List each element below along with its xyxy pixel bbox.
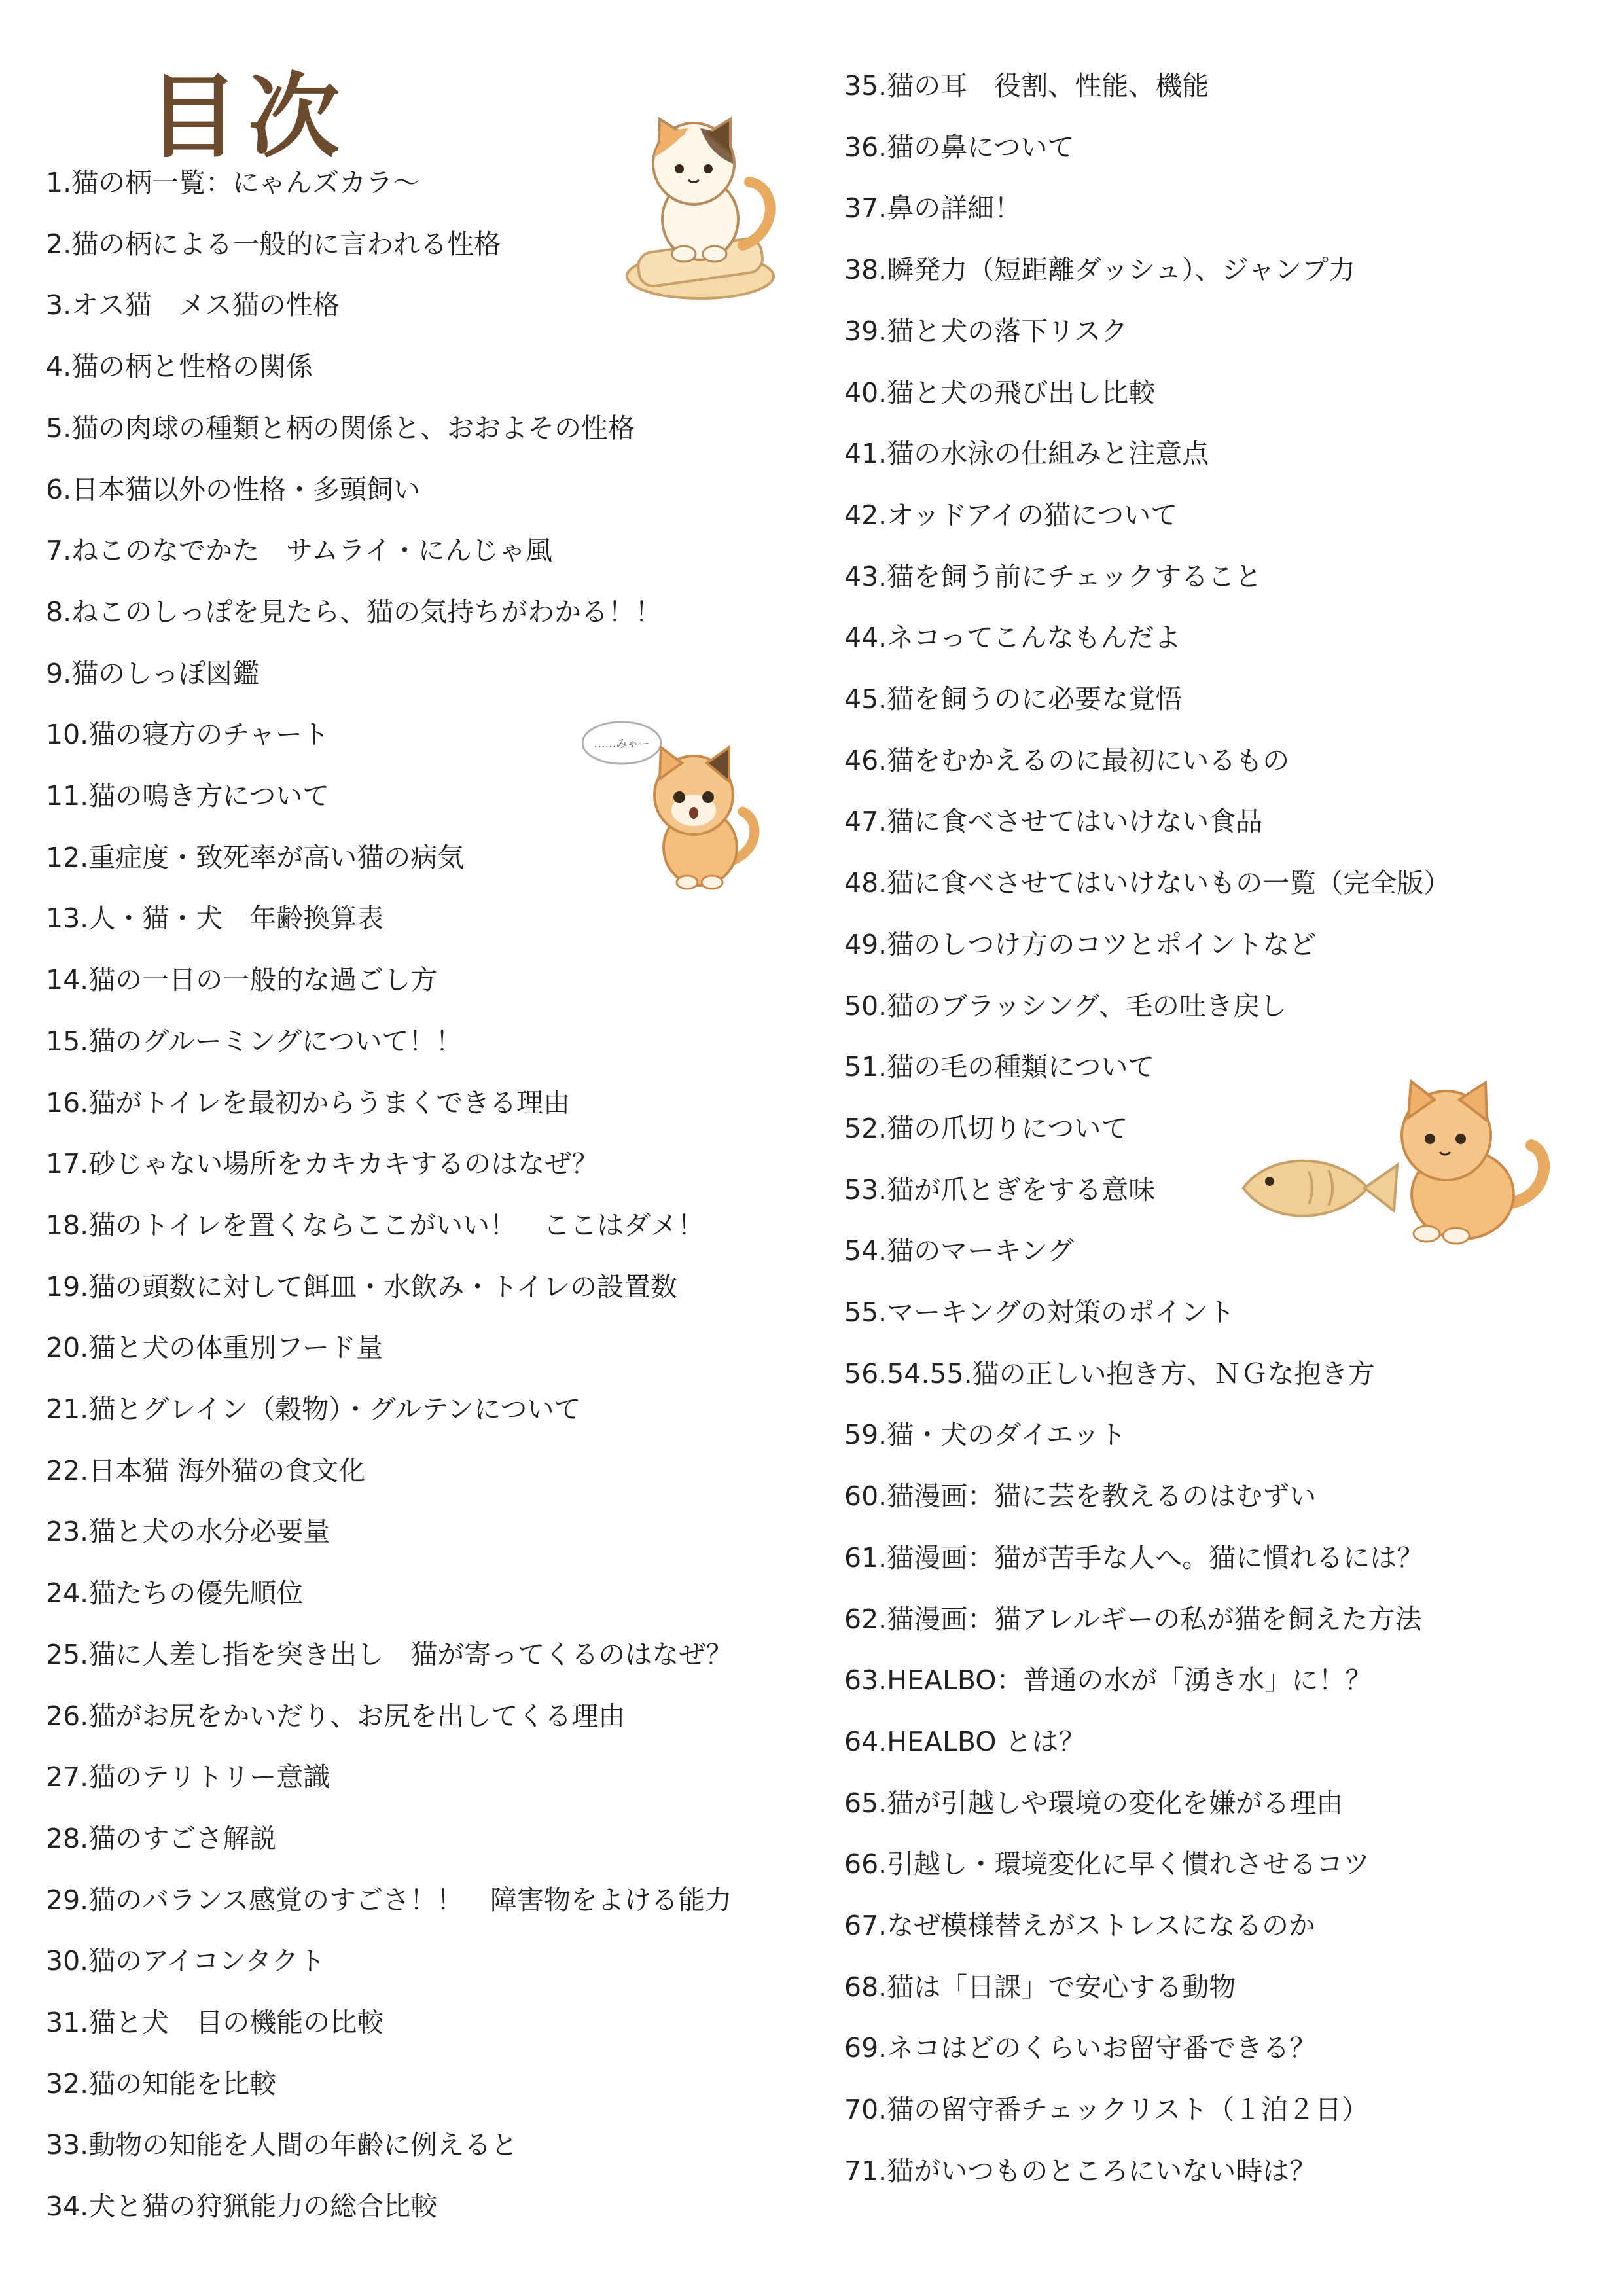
toc-item: 3.オス猫 メス猫の性格 — [46, 289, 340, 321]
toc-item: 70.猫の留守番チェックリスト（１泊２日） — [844, 2094, 1369, 2126]
page-title: 目次 — [147, 64, 349, 171]
toc-item: 23.猫と犬の水分必要量 — [46, 1516, 330, 1548]
toc-item: 33.動物の知能を人間の年齢に例えると — [46, 2129, 518, 2161]
toc-item: 41.猫の水泳の仕組みと注意点 — [844, 438, 1209, 470]
toc-item: 15.猫のグルーミングについて！！ — [46, 1025, 463, 1057]
meowing-kitten-illustration — [582, 707, 772, 897]
toc-item: 46.猫をむかえるのに最初にいるもの — [844, 744, 1290, 776]
toc-item: 1.猫の柄一覧：にゃんズカラ～ — [46, 167, 420, 198]
toc-item: 63.HEALBO：普通の水が「湧き水」に！？ — [844, 1664, 1372, 1696]
toc-item: 67.なぜ模様替えがストレスになるのか — [844, 1910, 1315, 1941]
toc-item: 71.猫がいつものところにいない時は？ — [844, 2155, 1317, 2187]
toc-item: 45.猫を飼うのに必要な覚悟 — [844, 683, 1183, 715]
toc-item: 18.猫のトイレを置くならここがいい！ ここはダメ！ — [46, 1209, 705, 1241]
toc-item: 36.猫の鼻について — [844, 131, 1075, 163]
toc-item: 55.マーキングの対策のポイント — [844, 1297, 1235, 1328]
toc-item: 40.猫と犬の飛び出し比較 — [844, 376, 1156, 408]
toc-item: 56.54.55.猫の正しい抱き方、ＮＧな抱き方 — [844, 1357, 1375, 1390]
toc-item: 38.瞬発力（短距離ダッシュ）、ジャンプ力 — [844, 254, 1356, 286]
toc-item: 48.猫に食べさせてはいけないもの一覧（完全版） — [844, 867, 1451, 899]
toc-item: 14.猫の一日の一般的な過ごし方 — [46, 964, 438, 996]
toc-item: 27.猫のテリトリー意識 — [46, 1761, 330, 1793]
toc-item: 37.鼻の詳細！ — [844, 192, 1022, 224]
toc-item: 19.猫の頭数に対して餌皿・水飲み・トイレの設置数 — [46, 1270, 678, 1302]
toc-item: 29.猫のバランス感覚のすごさ！！ 障害物をよける能力 — [46, 1884, 732, 1916]
toc-item: 39.猫と犬の落下リスク — [844, 315, 1128, 347]
toc-item: 6.日本猫以外の性格・多頭飼い — [46, 473, 421, 505]
toc-item: 65.猫が引越しや環境の変化を嫌がる理由 — [844, 1787, 1344, 1819]
toc-item: 47.猫に食べさせてはいけない食品 — [844, 806, 1263, 838]
toc-item: 44.ネコってこんなもんだよ — [844, 622, 1181, 654]
toc-item: 49.猫のしつけ方のコツとポイントなど — [844, 928, 1317, 960]
toc-item: 11.猫の鳴き方について — [46, 780, 330, 812]
toc-item: 53.猫が爪とぎをする意味 — [844, 1174, 1156, 1206]
toc-item: 31.猫と犬 目の機能の比較 — [46, 2007, 384, 2038]
toc-item: 32.猫の知能を比較 — [46, 2068, 277, 2100]
toc-item: 25.猫に人差し指を突き出し 猫が寄ってくるのはなぜ？ — [46, 1638, 733, 1670]
toc-item: 21.猫とグレイン（穀物）・グルテンについて — [46, 1393, 581, 1425]
toc-item: 26.猫がお尻をかいだり、お尻を出してくる理由 — [46, 1700, 626, 1732]
toc-item: 69.ネコはどのくらいお留守番できる？ — [844, 2032, 1317, 2064]
toc-item: 50.猫のブラッシング、毛の吐き戻し — [844, 990, 1287, 1022]
toc-item: 13.人・猫・犬 年齢換算表 — [46, 903, 384, 935]
toc-item: 28.猫のすごさ解説 — [46, 1822, 277, 1854]
toc-item: 12.重症度・致死率が高い猫の病気 — [46, 841, 465, 873]
toc-item: 54.猫のマーキング — [844, 1235, 1074, 1267]
toc-item: 22.日本猫 海外猫の食文化 — [46, 1454, 366, 1486]
toc-item: 66.引越し・環境変化に早く慣れさせるコツ — [844, 1848, 1370, 1880]
toc-item: 2.猫の柄による一般的に言われる性格 — [46, 228, 501, 260]
toc-item: 16.猫がトイレを最初からうまくできる理由 — [46, 1086, 571, 1119]
toc-item: 64.HEALBO とは？ — [844, 1725, 1086, 1757]
toc-item: 35.猫の耳 役割、性能、機能 — [844, 70, 1209, 101]
speech-bubble-text: ……みゃー — [594, 738, 650, 751]
toc-item: 5.猫の肉球の種類と柄の関係と、おおよその性格 — [46, 412, 635, 444]
toc-item: 8.ねこのしっぽを見たら、猫の気持ちがわかる！！ — [46, 596, 662, 628]
toc-item: 20.猫と犬の体重別フード量 — [46, 1332, 383, 1364]
toc-item: 59.猫・犬のダイエット — [844, 1419, 1126, 1451]
toc-item: 4.猫の柄と性格の関係 — [46, 351, 313, 383]
cat-with-fish-illustration — [1230, 1054, 1558, 1257]
toc-item: 61.猫漫画：猫が苦手な人へ。猫に慣れるには？ — [844, 1541, 1424, 1573]
toc-item: 51.猫の毛の種類について — [844, 1051, 1155, 1083]
toc-item: 42.オッドアイの猫について — [844, 499, 1178, 531]
toc-item: 62.猫漫画：猫アレルギーの私が猫を飼えた方法 — [844, 1603, 1422, 1635]
toc-item: 17.砂じゃない場所をカキカキするのはなぜ？ — [46, 1148, 599, 1180]
toc-item: 7.ねこのなでかた サムライ・にんじゃ風 — [46, 535, 552, 567]
toc-item: 52.猫の爪切りについて — [844, 1112, 1128, 1144]
toc-item: 10.猫の寝方のチャート — [46, 719, 329, 751]
toc-item: 43.猫を飼う前にチェックすること — [844, 560, 1262, 592]
toc-item: 30.猫のアイコンタクト — [46, 1945, 326, 1977]
toc-item: 9.猫のしっぽ図鑑 — [46, 657, 260, 689]
toc-item: 34.犬と猫の狩猟能力の総合比較 — [46, 2191, 438, 2223]
toc-item: 60.猫漫画：猫に芸を教えるのはむずい — [844, 1480, 1317, 1513]
cat-on-scroll-illustration — [602, 105, 798, 314]
toc-item: 24.猫たちの優先順位 — [46, 1577, 304, 1609]
toc-item: 68.猫は「日課」で安心する動物 — [844, 1971, 1236, 2003]
